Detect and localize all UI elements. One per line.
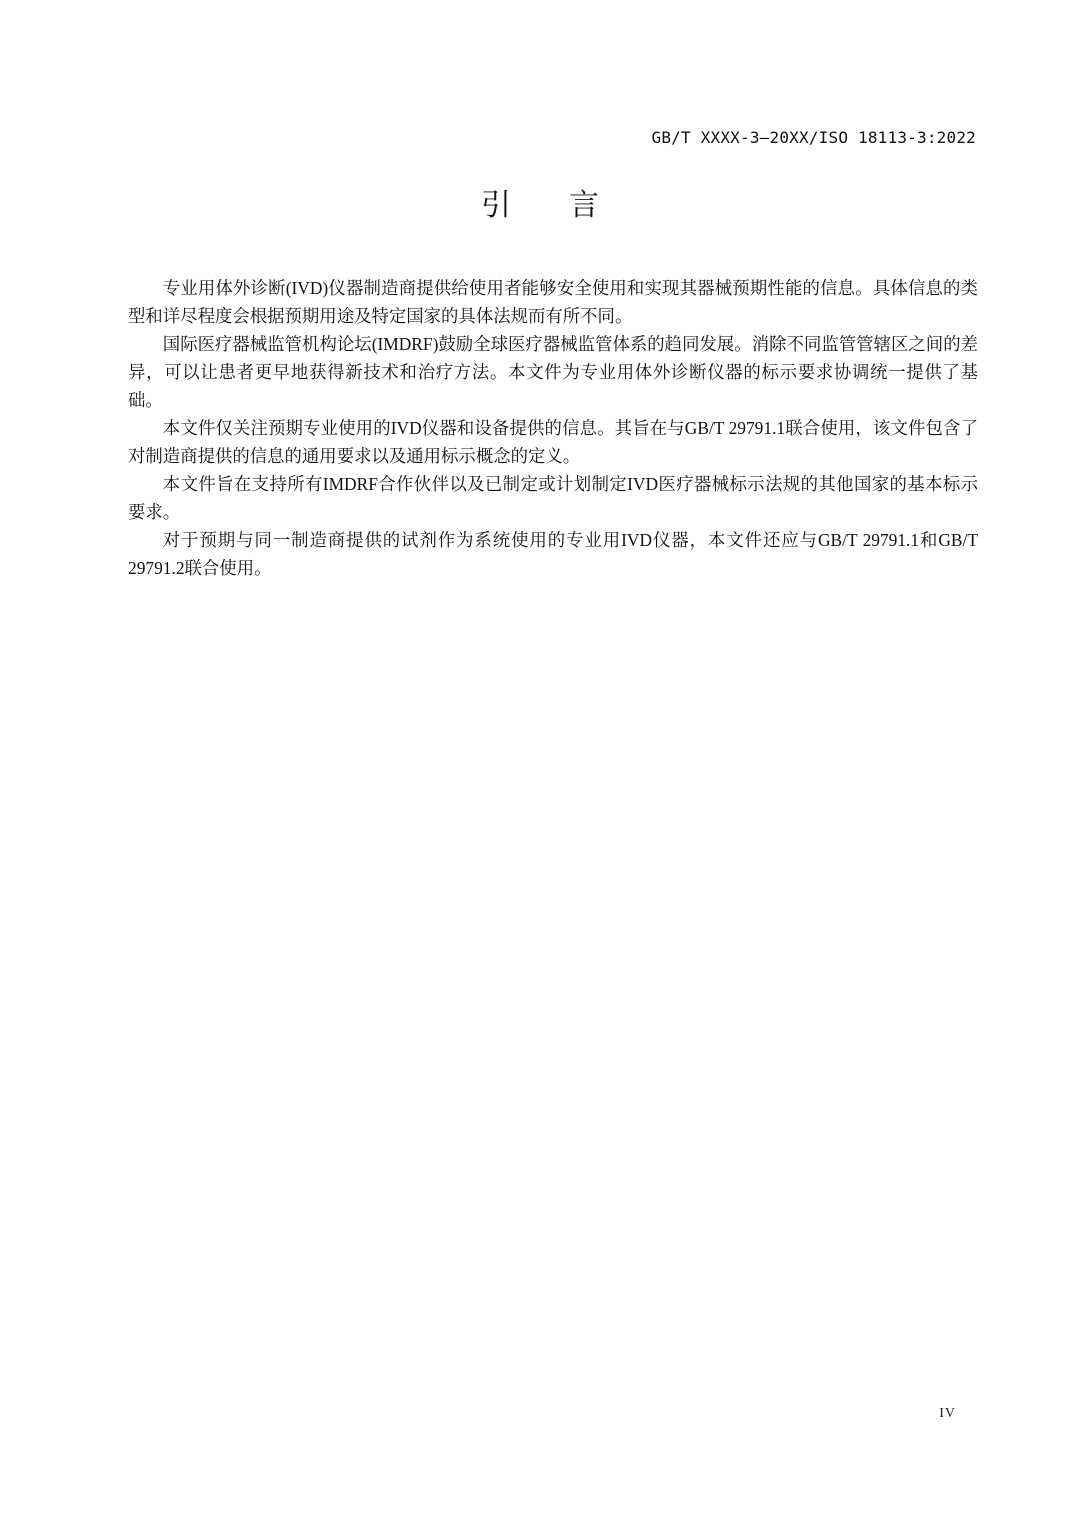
paragraph: 对于预期与同一制造商提供的试剂作为系统使用的专业用IVD仪器，本文件还应与GB/T 29791.1和GB/T 29791.2联合使用。 bbox=[128, 530, 978, 578]
paragraph: 本文件旨在支持所有IMDRF合作伙伴以及已制定或计划制定IVD医疗器械标示法规的其他国家的基本标示要求。 bbox=[128, 474, 978, 522]
paragraph: 国际医疗器械监管机构论坛(IMDRF)鼓励全球医疗器械监管体系的趋同发展。消除不同监管管辖区之间的差异，可以让患者更早地获得新技术和治疗方法。本文件为专业用体外诊断仪器的标示要求协调统一提供了基础。 bbox=[128, 334, 978, 410]
standard-number-header: GB/T XXXX-3—20XX/ISO 18113-3:2022 bbox=[651, 128, 976, 147]
paragraph: 专业用体外诊断(IVD)仪器制造商提供给使用者能够安全使用和实现其器械预期性能的信息。具体信息的类型和详尽程度会根据预期用途及特定国家的具体法规而有所不同。 bbox=[128, 278, 978, 326]
introduction-body bbox=[128, 274, 978, 582]
paragraph: 本文件仅关注预期专业使用的IVD仪器和设备提供的信息。其旨在与GB/T 29791.1联合使用，该文件包含了对制造商提供的信息的通用要求以及通用标示概念的定义。 bbox=[128, 418, 978, 466]
page-number: IV bbox=[939, 1406, 956, 1421]
page-title: 引言 bbox=[481, 188, 657, 223]
